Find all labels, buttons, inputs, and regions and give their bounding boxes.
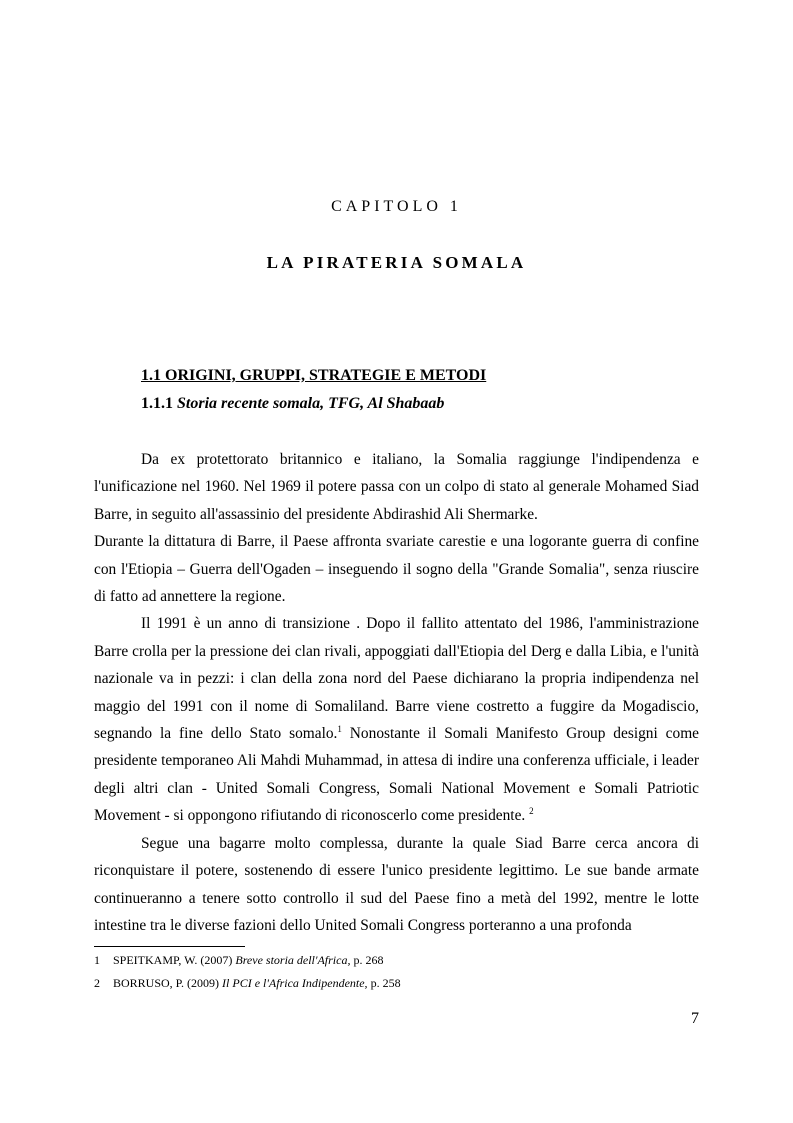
chapter-label: CAPITOLO 1 — [331, 198, 462, 215]
subsection-title: Storia recente somala, TFG, Al Shabaab — [177, 395, 445, 412]
footnote-page: p. 268 — [350, 953, 384, 967]
paragraph-4: Segue una bagarre molto complessa, durante la quale Siad Barre cerca ancora di riconquistare il potere, sostenendo di essere l'unico presidente legittimo. Le sue bande armate continueranno a tenere sotto controllo il sud del Paese fino a metà del 1992, mentre le lotte intestine tra le diverse fazioni dello United Somali Congress porteranno a una profonda — [94, 834, 699, 934]
subsection-heading — [141, 395, 444, 413]
paragraph-3-part-b: Nonostante il Somali Manifesto Group designi come presidente temporaneo Ali Mahdi Muhammad, in attesa di indire una conferenza ufficiale, i leader degli altri clan - United Somali Congress, Somali National Movement e Somali Patriotic Movement - si oppongono rifiutando di riconoscerlo come presidente. — [94, 725, 700, 825]
footnote-page: p. 258 — [367, 976, 401, 990]
footnote-ref-1: 1 — [337, 723, 342, 734]
footnote-ref-2: 2 — [529, 806, 534, 817]
subsection-number: 1.1.1 — [141, 395, 173, 412]
footnote-number: 1 — [94, 953, 100, 967]
chapter-title: LA PIRATERIA SOMALA — [266, 253, 527, 272]
footnote-2 — [94, 976, 401, 991]
footnote-title: Breve storia dell'Africa, — [235, 953, 351, 967]
footnote-title: Il PCI e l'Africa Indipendente, — [222, 976, 368, 990]
body-text — [94, 446, 699, 939]
page-number: 7 — [691, 1010, 699, 1027]
section-heading: 1.1 ORIGINI, GRUPPI, STRATEGIE E METODI — [141, 367, 487, 384]
paragraph-3-part-a: Il 1991 è un anno di transizione . Dopo il fallito attentato del 1986, l'amministrazione Barre crolla per la pressione dei clan rivali, appoggiati dall'Etiopia del Derg e dalla Libia, e l'unità nazionale va in pezzi: i clan della zona nord del Paese dichiarano la propria indipendenza nel maggio del 1991 con il nome di Somaliland. Barre viene costretto a fuggire da Mogadiscio, segnando la fine dello Stato somalo. — [94, 615, 699, 743]
footnote-1 — [94, 953, 383, 968]
paragraph-2: Durante la dittatura di Barre, il Paese affronta svariate carestie e una logorante guerra di confine con l'Etiopia – Guerra dell'Ogaden – inseguendo il sogno della "Grande Somalia", senza riuscire di fatto ad annettere la regione. — [94, 533, 699, 606]
footnote-separator — [94, 946, 245, 947]
footnote-author: SPEITKAMP, W. (2007) — [113, 953, 236, 967]
footnote-number: 2 — [94, 976, 100, 990]
paragraph-1: Da ex protettorato britannico e italiano, la Somalia raggiunge l'indipendenza e l'unificazione nel 1960. Nel 1969 il potere passa con un colpo di stato al generale Mohamed Siad Barre, in seguito all'assassinio del presidente Abdirashid Ali Shermarke. — [94, 451, 699, 523]
footnote-author: BORRUSO, P. (2009) — [113, 976, 223, 990]
paragraph-3 — [94, 610, 699, 829]
